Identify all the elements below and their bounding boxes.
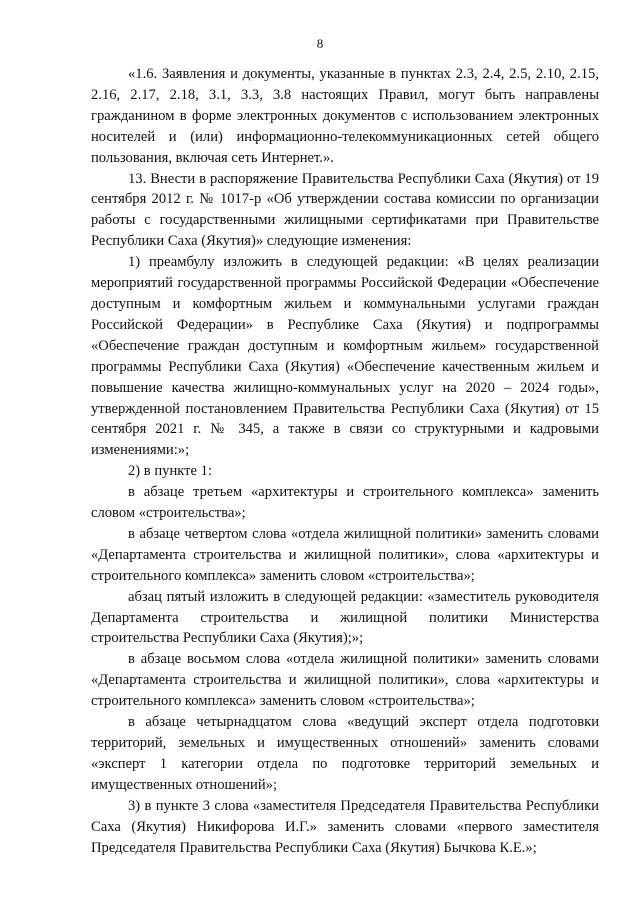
document-body (91, 64, 599, 858)
paragraph-abzac-8: в абзаце восьмом слова «отдела жилищной политики» заменить словами «Департамента строительства и жилищной политики», слова «архитектуры и строительного комплекса» заменить словом «строительства»; (91, 651, 599, 710)
paragraph-item-13: 13. Внести в распоряжение Правительства Республики Саха (Якутия) от 19 сентября 2012 г. № 1017-р «Об утверждении состава комиссии по организации работы с государственными жилищными сертификатами при Правительстве Республики Саха (Якутия)» следующие изменения: (91, 170, 599, 250)
paragraph-abzac-14: в абзаце четырнадцатом слова «ведущий эксперт отдела подготовки территорий, земельных и имущественных отношений» заменить словами «эксперт 1 категории отдела по подготовке территорий земельных и имущественных отношений»; (91, 714, 599, 793)
paragraph-subitem-3: 3) в пункте 3 слова «заместителя Председателя Правительства Республики Саха (Якутия) Никифорова И.Г.» заменить словами «первого заместителя Председателя Правительства Республики Саха (Якутия) Бычкова К.Е.»; (91, 797, 599, 856)
paragraph-abzac-3: в абзаце третьем «архитектуры и строительного комплекса» заменить словом «строительства»; (91, 484, 599, 522)
paragraph-subitem-2: 2) в пункте 1: (128, 463, 213, 480)
paragraph-subitem-1-preamble: 1) преамбулу изложить в следующей редакции: «В целях реализации мероприятий государственной программы Российской Федерации «Обеспечение доступным и комфортным жильем и коммунальными услугами граждан Российской Федерации» в Республике Саха (Якутия) и подпрограммы «Обеспечение граждан доступным и комфортным жильем» государственной программы Республики Саха (Якутия) «Обеспечение качественным жильем и повышение качества жилищно-коммунальных услуг на 2020 – 2024 годы», утвержденной постановлением Правительства Республики Саха (Якутия) от 15 сентября 2021 г. № 345, а также в связи со структурными и кадровыми изменениями:»; (91, 254, 599, 459)
paragraph-abzac-5: абзац пятый изложить в следующей редакции: «заместитель руководителя Департамента строительства и жилищной политики Министерства строительства Республики Саха (Якутия);»; (91, 588, 599, 647)
paragraph-clause-1-6: «1.6. Заявления и документы, указанные в пунктах 2.3, 2.4, 2.5, 2.10, 2.15, 2.16, 2.17, 2.18, 3.1, 3.3, 3.8 настоящих Правил, могут быть направлены гражданином в форме электронных документов с использованием электронных носителей и (или) информационно-телекоммуникационных сетей общего пользования, включая сеть Интернет.». (91, 66, 599, 166)
paragraph-abzac-4: в абзаце четвертом слова «отдела жилищной политики» заменить словами «Департамента строительства и жилищной политики», слова «архитектуры и строительного комплекса» заменить словом «строительства»; (91, 525, 599, 584)
page-number: 8 (316, 36, 324, 51)
